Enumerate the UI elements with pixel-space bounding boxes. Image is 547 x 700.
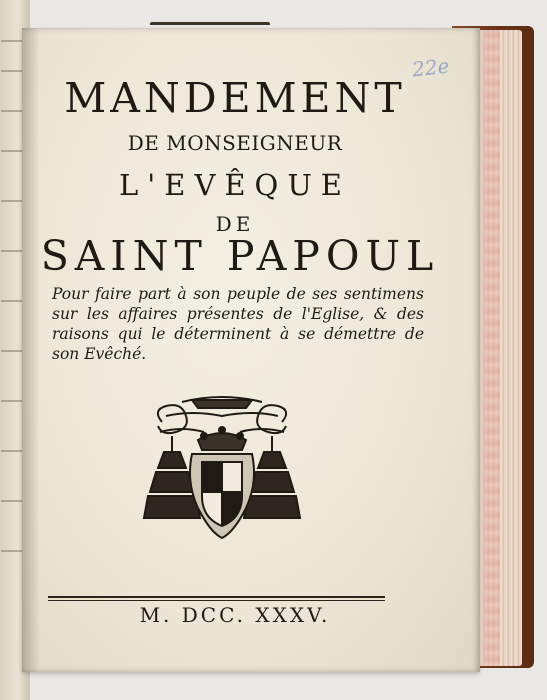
title-de: DE: [215, 212, 255, 236]
title-leveque: L'EVÊQUE: [119, 168, 351, 202]
publication-date: M. DCC. XXXV.: [139, 603, 331, 627]
page-edges-red-tint: [484, 30, 500, 666]
rule-thin: [48, 600, 385, 601]
page-top-fragment: [150, 22, 270, 33]
subtitle-paragraph: Pour faire part à son peuple de ses sentimens sur les affaires présentes de l'Eglise, & des raisons qui le déterminent à se démettre de son Evêché.: [52, 285, 424, 363]
pencil-shelfmark: 22e: [410, 53, 451, 82]
rule-thick: [48, 596, 385, 598]
title-saint-papoul: SAINT PAPOUL: [40, 232, 440, 280]
spine-shadow: [22, 28, 40, 672]
title-de-monseigneur: DE MONSEIGNEUR: [127, 131, 343, 155]
title-mandement: MANDEMENT: [64, 74, 406, 122]
episcopal-coat-of-arms-icon: [142, 392, 302, 542]
